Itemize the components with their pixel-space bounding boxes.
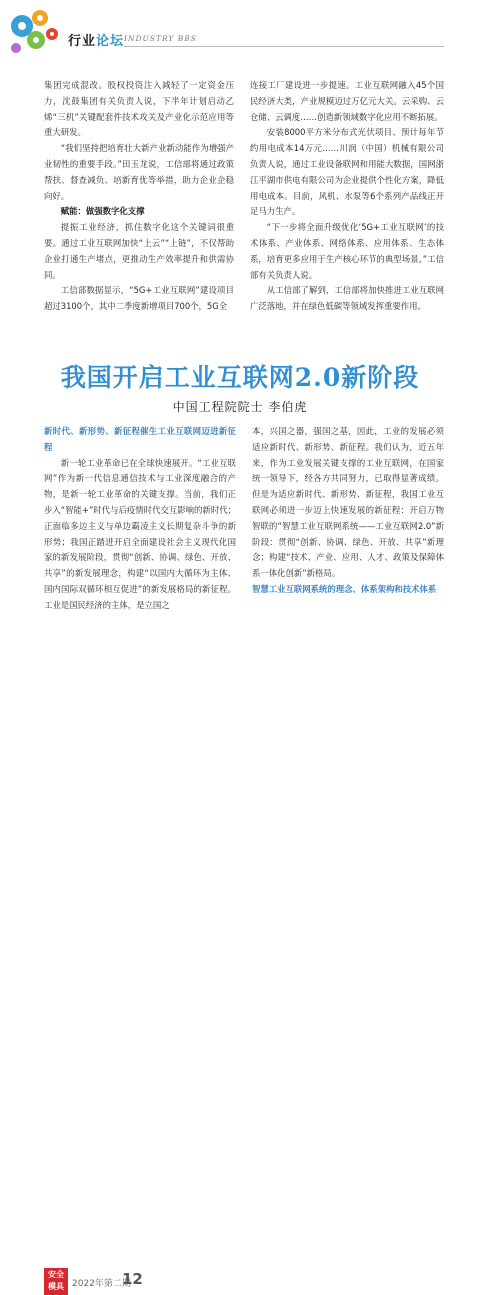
top-left-column: [44, 78, 234, 315]
page-footer: [0, 632, 480, 1291]
section-subtitle: INDUSTRY BBS: [124, 34, 197, 43]
issue-label: 2022年第二期: [72, 1279, 131, 1289]
paragraph: 新一轮工业革命已在全球快速展开。“工业互联网”作为新一代信息通信技术与工业深度融合的产物，是新一轮工业革命的关键支撑。当前，我们正步入“智能+”时代与后疫情时代交互影响的新时代；正面临多边主义与单边霸凌主义长期复杂斗争的新形势；我国正踏进开启全面建设社会主义现代化国家的新发展阶段，贯彻“创新、协调、绿色、开放、共享”的新发展理念，构建“以国内大循环为主体、国内国际双循环相互促进”的新发展格局的新征程。工业是国民经济的主体，是立国之: [44, 457, 236, 610]
article-title: 我国开启工业互联网2.0新阶段: [60, 363, 420, 392]
paragraph: 从工信部了解到，工信部将加快推进工业互联网广泛落地，并在绿色低碳等领域发挥重要作用。: [250, 285, 444, 312]
subheading: 新时代、新形势、新征程催生工业互联网迈进新征程: [44, 426, 236, 452]
top-right-column: [250, 78, 444, 315]
page-header: [0, 0, 480, 68]
header-divider: [124, 46, 444, 47]
paragraph: 集团完成混改。股权投资注入减轻了一定资金压力，沈鼓集团有关负责人说，下半年计划启动乙烯“三机”关键配套件技术攻关及产业化示范应用等重大研发。: [44, 80, 234, 138]
subheading: 智慧工业互联网系统的理念、体系架构和技术体系: [252, 583, 437, 594]
page-number: 12: [122, 1270, 143, 1288]
section-title: 行业论坛: [68, 34, 125, 49]
paragraph: 安装8000平方米分布式光伏项目、预计每年节约用电成本14万元……川润（中国）机械有限公司负责人说，通过工业设备联网和用能大数据，国网浙江平湖市供电有限公司为企业提供个性化方案，降低用电成本。目前，风机、水泵等6个系列产品线正开足马力生产。: [250, 127, 444, 217]
subheading: 赋能：做强数字化支撑: [60, 206, 145, 217]
paragraph: 工信部数据显示，“5G+工业互联网”建设项目超过3100个，其中二季度新增项目700个，5G全: [44, 285, 234, 312]
paragraph: 本，兴国之器，强国之基，因此，工业的发展必须适应新时代、新形势、新征程。我们认为，近五年来，作为工业发展关键支撑的工业互联网，在国家统一领导下，经各方共同努力，已取得显著成绩。但是为适应新时代、新形势、新征程，我国工业互联网必须进一步迈上快速发展的新征程：开启万物智联的“智慧工业互联网系统——工业互联网2.0”新阶段：贯彻“创新、协调、绿色、开放、共享”新理念；构建“技术、产业、应用、人才、政策及保障体系一体化创新”新格局。: [252, 426, 444, 579]
bottom-right-column: [252, 424, 444, 598]
paragraph: 连接工厂建设进一步提速。工业互联网融入45个国民经济大类，产业规模迈过万亿元大关。云采购、云仓储、云调度……创造新领域数字化应用不断拓展。: [250, 80, 444, 122]
paragraph: 提振工业经济，抓住数字化这个关键词很重要。通过工业互联网加快“上云”“上链”，不仅帮助企业打通生产堵点，更推动生产效率提升和供需协同。: [44, 222, 234, 280]
gear-cluster-icon: [6, 4, 70, 60]
article-byline: 中国工程院院士 李伯虎: [172, 400, 308, 414]
magazine-badge: 安全 模具: [44, 1268, 68, 1295]
paragraph: “我们坚持把培育壮大新产业新动能作为增强产业韧性的重要手段。”田玉龙说，工信部将通过政策帮扶、督查减负、培新育优等举措，助力企业企稳向好。: [44, 143, 234, 201]
paragraph: “下一步将全面升级优化‘5G+工业互联网’的技术体系、产业体系、网络体系、应用体系、生态体系，培育更多应用于生产核心环节的典型场景。”工信部有关负责人说。: [250, 222, 444, 280]
bottom-left-column: [44, 424, 236, 614]
